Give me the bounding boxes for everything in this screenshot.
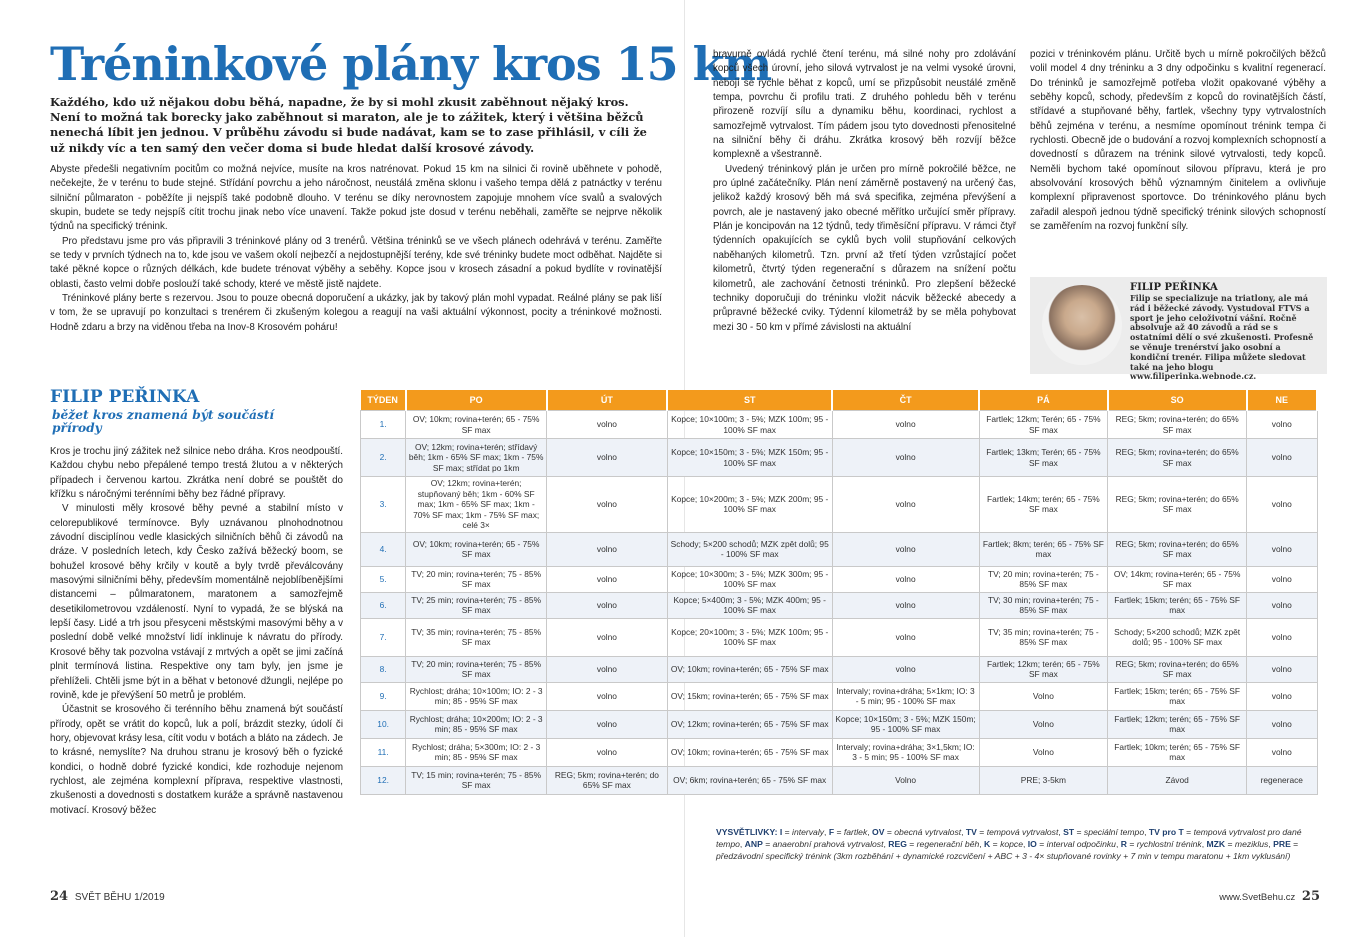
legend-key: K: [984, 839, 991, 849]
training-cell: OV; 12km; rovina+terén; stupňovaný běh; 1km - 60% SF max; 1km - 65% SF max; 1km - 70% SF max; 1km - 75% SF max; celé 3×: [406, 477, 547, 533]
table-row: [361, 656, 1318, 682]
side-paragraph: Účastnit se krosového či terénního běhu znamená být součástí přírody, opět se vrátit do kopců, luk a polí, brázdit stezky, údolí či hory, objevovat krásy lesa, cítit vodu v botách a bláto na zádech. Je to krásné, nemyslíte? Na druhou stranu je krosový běh o fyzické kondici, o hodně dobré fyzické kondici, kde rozhoduje nejenom rychlost, ale zejména komplexní příprava, respektive vlastnosti, zkušenosti a dovednosti s dostatkem kuráže a správně nastavenou motivací. Krosový běžec: [50, 704, 343, 816]
table-row: [361, 532, 1318, 566]
magazine-issue: SVĚT BĚHU 1/2019: [74, 892, 165, 903]
magazine-website: www.SvetBehu.cz: [1219, 892, 1296, 903]
training-cell: volno: [547, 439, 668, 477]
legend-value: meziklus: [1234, 839, 1269, 849]
training-cell: volno: [832, 618, 979, 656]
legend: [716, 826, 1316, 862]
training-cell: volno: [1247, 532, 1317, 566]
training-cell: volno: [547, 656, 668, 682]
legend-items: I = intervaly, F = fartlek, OV = obecná vytrvalost, TV = tempová vytrvalost, ST = speciální tempo, TV pro T = tempová vytrvalost pro dané tempo, ANP = anaerobní prahová vytrvalost, REG = regenerační běh, K = kopce, IO = interval odpočinku, R = rychlostní trénink, MZK = meziklus, PRE = předzávodní specifický trénink (3km rozběhání + dynamické rozcvičení + ABC + 3 - 4× stupňované rovinky + 7 min v tempu maratonu + 1km vyklusání): [716, 827, 1302, 861]
training-cell: OV; 10km; rovina+terén; 65 - 75% SF max: [406, 532, 547, 566]
training-cell: volno: [547, 738, 668, 766]
table-row: [361, 592, 1318, 618]
page-number-right: 25: [1301, 889, 1320, 904]
training-cell: PRE; 3-5km: [979, 766, 1108, 794]
training-cell: volno: [832, 566, 979, 592]
training-cell: TV; 20 min; rovina+terén; 75 - 85% SF max: [406, 566, 547, 592]
legend-value: regenerační běh: [916, 839, 980, 849]
training-plan-table: [360, 390, 1318, 795]
table-row: [361, 411, 1318, 439]
training-cell: volno: [1247, 618, 1317, 656]
training-cell: Fartlek; 8km; terén; 65 - 75% SF max: [979, 532, 1108, 566]
training-cell: REG; 5km; rovina+terén; do 65% SF max: [1108, 439, 1247, 477]
table-header-cell: ÚT: [547, 390, 668, 411]
training-cell: Volno: [832, 766, 979, 794]
training-cell: Fartlek; 15km; terén; 65 - 75% SF max: [1108, 682, 1247, 710]
week-number-cell: 6.: [361, 592, 406, 618]
training-cell: Kopce; 10×200m; 3 - 5%; MZK 200m; 95 - 100% SF max: [667, 477, 832, 533]
page-number-left: 24: [50, 889, 69, 904]
training-cell: Kopce; 10×100m; 3 - 5%; MZK 100m; 95 - 100% SF max: [667, 411, 832, 439]
plan-author-text: [50, 445, 343, 818]
intro-paragraph: Abyste předešli negativním pocitům co možná nejvíce, musíte na kros natrénovat. Pokud 15 km na silnici či rovině uběhnete v pohodě, nečekejte, že v terénu to bude stejné. Střídání povrchu a jeho náročnost, neustálá změna sklonu i vašeho tempa dělá z patnáctky v terénu silniční půlmaraton - poběžíte ji nejspíš také podobně dlouho. V terénu se díky nerovnostem zapojuje mnohem více svalů a svalových skupin, budete se tedy nejspíš cítit trochu jinak nebo více unavení. Takže pokud jste dosud v terénu neběhali, zaměřte se nejprve několik týdnů na specifický trénink.: [50, 164, 662, 233]
training-cell: regenerace: [1247, 766, 1317, 794]
training-cell: volno: [547, 618, 668, 656]
author-photo: [1042, 285, 1122, 365]
legend-value: speciální tempo: [1083, 827, 1145, 837]
table-header-cell: PO: [406, 390, 547, 411]
column-three: [1030, 48, 1326, 234]
table-row: [361, 710, 1318, 738]
training-cell: Rychlost; dráha; 10×100m; IO: 2 - 3 min; 85 - 95% SF max: [406, 682, 547, 710]
training-cell: OV; 14km; rovina+terén; 65 - 75% SF max: [1108, 566, 1247, 592]
training-cell: volno: [832, 656, 979, 682]
training-cell: volno: [547, 592, 668, 618]
training-cell: Fartlek; 12km; terén; 65 - 75% SF max: [1108, 710, 1247, 738]
training-cell: REG; 5km; rovina+terén; do 65% SF max: [1108, 656, 1247, 682]
week-number-cell: 10.: [361, 710, 406, 738]
training-cell: Rychlost; dráha; 10×200m; IO: 2 - 3 min; 85 - 95% SF max: [406, 710, 547, 738]
training-cell: volno: [1247, 566, 1317, 592]
training-cell: Intervaly; rovina+dráha; 3×1,5km; IO: 3 - 5 min; 95 - 100% SF max: [832, 738, 979, 766]
legend-key: IO: [1027, 839, 1037, 849]
training-cell: Schody; 5×200 schodů; MZK zpět dolů; 95 - 100% SF max: [1108, 618, 1247, 656]
week-number-cell: 5.: [361, 566, 406, 592]
week-number-cell: 8.: [361, 656, 406, 682]
table-header-cell: SO: [1108, 390, 1247, 411]
column-paragraph: pozici v tréninkovém plánu. Určitě bych u mírně pokročilých běžců volil model 4 dny tréninku a 3 dny odpočinku s kvalitní regenerací. Do tréninků je samozřejmě potřeba vložit opakované výběhy a seběhy kopců, schody, především z kopců do rovinatějších částí, střídavé a stupňované běhy, fartlek, všechny typy vytrvalostních běhů zejména v terénu, a nesmíme opomínout trénink tempa či rychlosti. Obecně jde o budování a rozvoj komplexních schopností a dovedností s důrazem na trénink silové vytrvalosti, tedy kopců. Neměli bychom také opomínout silovou přípravu, která je pro absolvování krosových běhů významným činitelem a ovlivňuje komplexní připravenost sportovce. Do tréninkového plánu bych zařadil alespoň jednou týdně specifický trénink silových schopností se zaměřením na rozvoj funkční síly.: [1030, 49, 1326, 233]
training-cell: TV; 30 min; rovina+terén; 75 - 85% SF max: [979, 592, 1108, 618]
article-lead: Každého, kdo už nějakou dobu běhá, napadne, že by si mohl zkusit zaběhnout nějaký kros. Není to možná tak borecky jako zaběhnout si maraton, ale je to zážitek, který i většina běžců nenechá líbit jen jednou. V průběhu závodu si bude nadávat, kam se to zase přihlásil, v cíli že už nikdy víc a ten samý den večer doma si bude hledat další krosové závody.: [50, 95, 647, 155]
training-cell: Rychlost; dráha; 5×300m; IO: 2 - 3 min; 85 - 95% SF max: [406, 738, 547, 766]
week-number-cell: 9.: [361, 682, 406, 710]
training-cell: OV; 15km; rovina+terén; 65 - 75% SF max: [667, 682, 832, 710]
week-number-cell: 4.: [361, 532, 406, 566]
legend-key: I: [779, 827, 783, 837]
training-cell: Fartlek; 15km; terén; 65 - 75% SF max: [1108, 592, 1247, 618]
week-number-cell: 12.: [361, 766, 406, 794]
table-body: [361, 411, 1318, 795]
column-paragraph: bravurně ovládá rychlé čtení terénu, má silné nohy pro zdolávání kopců všech úrovní, jeho silová vytrvalost je na velmi vysoké úrovni, nebojí se rychle běhat z kopců, umí se přizpůsobit neustálé změně tempa, povrchu či profilu trati. Z druhého pohledu běh v terénu přirozeně rozvíjí sílu a dynamiku běhu, koordinaci, rychlost a samozřejmě vytrvalost. Tím pádem jsou tyto dovednosti přenositelné na silniční běhy či dráhu. Zkrátka krosový běh rozvíjí běžce komplexně a všestranně.: [713, 49, 1016, 161]
table-row: [361, 477, 1318, 533]
week-number-cell: 1.: [361, 411, 406, 439]
week-number-cell: 3.: [361, 477, 406, 533]
week-number-cell: 2.: [361, 439, 406, 477]
training-cell: Kopce; 10×300m; 3 - 5%; MZK 300m; 95 - 100% SF max: [667, 566, 832, 592]
training-cell: Intervaly; rovina+dráha; 5×1km; IO: 3 - 5 min; 95 - 100% SF max: [832, 682, 979, 710]
training-cell: REG; 5km; rovina+terén; do 65% SF max: [1108, 411, 1247, 439]
training-cell: volno: [1247, 439, 1317, 477]
training-cell: Fartlek; 12km; Terén; 65 - 75% SF max: [979, 411, 1108, 439]
training-cell: OV; 10km; rovina+terén; 65 - 75% SF max: [667, 656, 832, 682]
training-cell: Fartlek; 10km; terén; 65 - 75% SF max: [1108, 738, 1247, 766]
legend-value: kopce: [1000, 839, 1023, 849]
table-row: [361, 439, 1318, 477]
training-cell: Fartlek; 13km; Terén; 65 - 75% SF max: [979, 439, 1108, 477]
training-cell: volno: [547, 566, 668, 592]
intro-paragraph: Tréninkové plány berte s rezervou. Jsou to pouze obecná doporučení a ukázky, jak by takový plán mohl vypadat. Reálné plány se pak liší v tom, že se upravují po konzultaci s trenérem či zkušeným kolegou a reagují na vaši aktuální výkonnost, pocity a tréninkové možnosti. Hodně zdaru a brzy na viděnou třeba na Inov-8 Krosovém poháru!: [50, 293, 662, 333]
table-header-cell: NE: [1247, 390, 1317, 411]
training-cell: OV; 10km; rovina+terén; 65 - 75% SF max: [667, 738, 832, 766]
training-cell: volno: [832, 592, 979, 618]
training-cell: TV; 35 min; rovina+terén; 75 - 85% SF max: [979, 618, 1108, 656]
training-cell: REG; 5km; rovina+terén; do 65% SF max: [1108, 532, 1247, 566]
training-cell: volno: [547, 411, 668, 439]
footer-left: [50, 889, 165, 904]
legend-key: F: [828, 827, 835, 837]
training-cell: volno: [1247, 710, 1317, 738]
legend-value: obecná vytrvalost: [894, 827, 962, 837]
table-header-row: [361, 390, 1318, 411]
training-cell: Fartlek; 12km; terén; 65 - 75% SF max: [979, 656, 1108, 682]
training-cell: volno: [832, 439, 979, 477]
training-cell: REG; 5km; rovina+terén; do 65% SF max: [547, 766, 668, 794]
week-number-cell: 7.: [361, 618, 406, 656]
footer-right: [1170, 889, 1320, 904]
training-cell: volno: [547, 477, 668, 533]
legend-key: PRE: [1273, 839, 1291, 849]
training-cell: TV; 20 min; rovina+terén; 75 - 85% SF max: [406, 656, 547, 682]
training-cell: REG; 5km; rovina+terén; do 65% SF max: [1108, 477, 1247, 533]
training-cell: Fartlek; 14km; terén; 65 - 75% SF max: [979, 477, 1108, 533]
training-cell: Kopce; 10×150m; 3 - 5%; MZK 150m; 95 - 100% SF max: [832, 710, 979, 738]
training-cell: volno: [832, 532, 979, 566]
week-number-cell: 11.: [361, 738, 406, 766]
training-cell: Závod: [1108, 766, 1247, 794]
training-cell: Kopce; 5×400m; 3 - 5%; MZK 400m; 95 - 100% SF max: [667, 592, 832, 618]
table-row: [361, 738, 1318, 766]
training-cell: volno: [1247, 738, 1317, 766]
training-cell: Volno: [979, 738, 1108, 766]
training-cell: volno: [547, 710, 668, 738]
training-cell: TV; 25 min; rovina+terén; 75 - 85% SF max: [406, 592, 547, 618]
table-row: [361, 766, 1318, 794]
legend-key: R: [1120, 839, 1127, 849]
table-header-cell: TÝDEN: [361, 390, 406, 411]
table-header-cell: ČT: [832, 390, 979, 411]
training-cell: Schody; 5×200 schodů; MZK zpět dolů; 95 - 100% SF max: [667, 532, 832, 566]
legend-key: ST: [1063, 827, 1075, 837]
legend-label: VYSVĚTLIVKY:: [716, 827, 778, 837]
training-cell: volno: [547, 682, 668, 710]
legend-value: anaerobní prahová vytrvalost: [772, 839, 884, 849]
training-cell: volno: [1247, 682, 1317, 710]
table-row: [361, 566, 1318, 592]
legend-key: TV pro T: [1148, 827, 1184, 837]
column-paragraph: Uvedený tréninkový plán je určen pro mírně pokročilé běžce, ne pro úplné začátečníky. Plán není záměrně postavený na určený čas, jelikož každý krosový běh má svá specifika, zejména převýšení a povrch, ale je nastavený jako obecné měřítko určující směr přípravy. Plán je koncipován na 12 týdnů, tedy třiměsíční přípravu. V rámci čtyř týdenních opakujících se cyklů bych volil stupňování celkových naběhaných kilometrů. Tzn. první až třetí týden vzrůstající počet kilometrů, čtvrtý týden regenerační s důrazem na snížení počtu kilometrů, ale zachování četnosti tréninků. Pro zlepšení běžecké techniky doporučuji do tréninku vložit nácvik běžecké abecedy a průpravné běžecké cviky. Týdenní kilometráž by se měla pohybovat mezi 30 - 50 km v přímé závislosti na aktuální: [713, 163, 1016, 333]
legend-key: MZK: [1206, 839, 1226, 849]
legend-key: OV: [872, 827, 885, 837]
training-cell: volno: [1247, 592, 1317, 618]
legend-value: rychlostní trénink: [1136, 839, 1202, 849]
legend-value: předzávodní specifický trénink (3km rozběhání + dynamické rozcvičení + ABC + 3 - 4× stupňované rovinky + 7 min v tempu maratonu + 1km vyklusání): [716, 851, 1291, 861]
intro-paragraph: Pro představu jsme pro vás připravili 3 tréninkové plány od 3 trenérů. Většina tréninků se ve všech plánech odehrává v terénu. Zaměřte se tedy v prvních týdnech na to, kde jsou ve vašem okolí nejbezčí a nejdostupnější terény, kde své tréninky budete moct odběhat. Najděte si také pěkné kopce o různých délkách, kde budete trénovat výběhy a seběhy. Kopce jsou v krosech zásadní a pokud bydlíte v rovinatější oblasti, často velmi dobře poslouží také schody, které ve městě jistě najdete.: [50, 235, 662, 290]
training-cell: Volno: [979, 710, 1108, 738]
side-paragraph: Kros je trochu jiný zážitek než silnice nebo dráha. Kros neodpouští. Každou chybu nebo přepálené tempo trestá žlutou a v některých případech i červenou kartou. Zkrátka není dobré se pouštět do křížku s náročnými terénními běhy bez řádné přípravy.: [50, 446, 343, 501]
table-row: [361, 618, 1318, 656]
table-header-cell: ST: [667, 390, 832, 411]
legend-value: intervaly: [792, 827, 825, 837]
training-cell: volno: [832, 411, 979, 439]
intro-text: [50, 163, 662, 335]
training-cell: Kopce; 20×100m; 3 - 5%; MZK 100m; 95 - 100% SF max: [667, 618, 832, 656]
training-cell: Kopce; 10×150m; 3 - 5%; MZK 150m; 95 - 100% SF max: [667, 439, 832, 477]
training-cell: OV; 6km; rovina+terén; 65 - 75% SF max: [667, 766, 832, 794]
plan-author-subheading: běžet kros znamená být součástí přírody: [52, 408, 275, 435]
side-paragraph: V minulosti měly krosové běhy pevné a stabilní místo v celorepublikové termínovce. Byly uznávanou plnohodnotnou závodní disciplínou vedle klasických silničních běhů či závodů na dráze. V posledních letech, kdy Česko zažívá běžecký boom, se bohužel krosové běhy krčily v koutě a byly tvrdě převálcovány masovými silničními běhy, především momentálně nejoblíbenějšími distancemi – půlmaratonem, maratonem a samozřejmě desetikilometrovou vzdáleností. Nyní to vypadá, že se blýská na lepší časy. Lidé a trh jsou přesyceni městskými masovými běhy a v poslední době velké množství lidí inklinuje k návratu do přírody. Krosové běhy tak pozvolna vstávají z mrtvých a opět se jimi začíná plnit termínová listina. Respektive ony tam byly, jen jsme je přehlíželi. Chtěli jsme být in a běhat v betonové džungli, nejlépe po rovině, kde je převýšení 50 metrů je problém.: [50, 503, 343, 701]
legend-key: TV: [965, 827, 977, 837]
author-bio: Filip se specializuje na triatlony, ale má rád i běžecké závody. Vystudoval FTVS a sport je jeho celoživotní vášní. Ročně absolvuje až 40 závodů a rád se s ostatními dělí o své zkušenosti. Profesně se věnuje trenérství jako osobní a kondiční trenér. Filipa můžete sledovat také na jeho blogu www.filiperinka.webnode.cz.: [1130, 293, 1314, 382]
author-box: [1030, 277, 1327, 382]
article-title: Tréninkové plány kros 15 km: [50, 37, 772, 91]
training-cell: OV; 12km; rovina+terén; střídavý běh; 1km - 65% SF max; 1km - 75% SF max; střídat po 1km: [406, 439, 547, 477]
training-cell: volno: [1247, 477, 1317, 533]
legend-key: ANP: [744, 839, 763, 849]
plan-author-heading: FILIP PEŘINKA: [50, 387, 200, 407]
training-cell: volno: [832, 477, 979, 533]
table-header-cell: PÁ: [979, 390, 1108, 411]
legend-value: tempová vytrvalost: [986, 827, 1059, 837]
training-cell: OV; 12km; rovina+terén; 65 - 75% SF max: [667, 710, 832, 738]
table-row: [361, 682, 1318, 710]
training-cell: OV; 10km; rovina+terén; 65 - 75% SF max: [406, 411, 547, 439]
training-cell: Volno: [979, 682, 1108, 710]
training-cell: volno: [1247, 656, 1317, 682]
author-name: FILIP PEŘINKA: [1130, 282, 1218, 293]
legend-key: REG: [888, 839, 907, 849]
training-cell: volno: [547, 532, 668, 566]
legend-value: interval odpočinku: [1046, 839, 1116, 849]
training-cell: TV; 15 min; rovina+terén; 75 - 85% SF max: [406, 766, 547, 794]
legend-value: fartlek: [843, 827, 868, 837]
legend-value: tempová vytrvalost pro dané tempo: [716, 827, 1302, 849]
training-cell: TV; 20 min; rovina+terén; 75 - 85% SF max: [979, 566, 1108, 592]
column-two: [713, 48, 1016, 335]
training-cell: volno: [1247, 411, 1317, 439]
training-cell: TV; 35 min; rovina+terén; 75 - 85% SF max: [406, 618, 547, 656]
